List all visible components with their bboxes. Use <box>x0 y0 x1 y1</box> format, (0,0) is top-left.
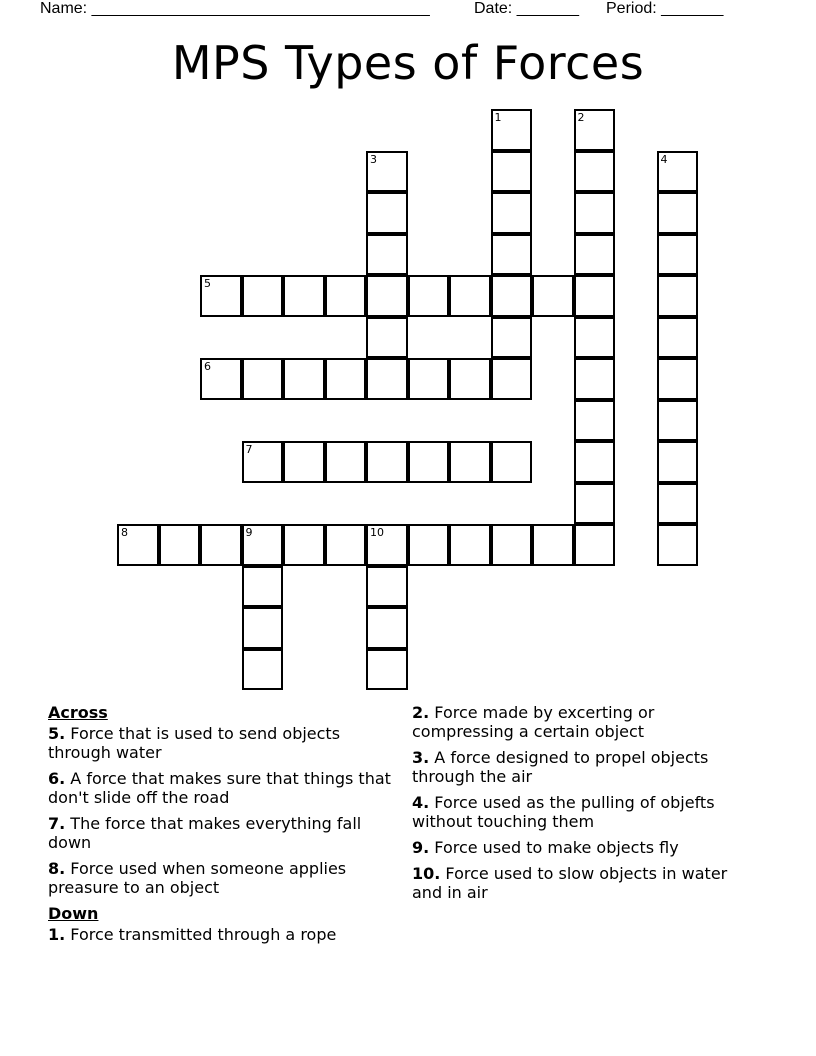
clue-number-label: 7 <box>245 443 253 456</box>
crossword-cell[interactable] <box>366 441 408 483</box>
clue-text: A force that makes sure that things that don't slide off the road <box>48 769 391 807</box>
crossword-cell[interactable] <box>491 317 533 359</box>
crossword-cell[interactable] <box>449 275 491 317</box>
crossword-cell[interactable] <box>491 358 533 400</box>
clues-right-column <box>412 703 732 909</box>
crossword-cell[interactable] <box>491 524 533 566</box>
crossword-cell[interactable] <box>574 483 616 525</box>
crossword-cell[interactable] <box>657 151 699 193</box>
clue-number-label: 4 <box>660 152 668 166</box>
clue-across-7 <box>48 814 393 852</box>
clue-text: Force used to make objects fly <box>429 838 679 857</box>
crossword-cell[interactable] <box>408 275 450 317</box>
clue-text: The force that makes everything fall down <box>48 814 362 852</box>
crossword-cell[interactable] <box>366 151 408 193</box>
crossword-cell[interactable] <box>574 400 616 442</box>
crossword-cell[interactable] <box>117 524 159 566</box>
clue-across-8 <box>48 859 393 897</box>
clue-text: Force that is used to send objects through water <box>48 724 341 762</box>
crossword-cell[interactable] <box>574 524 616 566</box>
crossword-cell[interactable] <box>366 275 408 317</box>
crossword-cell[interactable] <box>242 358 284 400</box>
crossword-cell[interactable] <box>242 275 284 317</box>
crossword-cell[interactable] <box>657 275 699 317</box>
clue-number-label: 3 <box>370 152 377 166</box>
clue-number: 4. <box>412 793 430 812</box>
crossword-cell[interactable] <box>449 524 491 566</box>
crossword-cell[interactable] <box>242 566 284 608</box>
crossword-cell[interactable] <box>657 524 699 566</box>
crossword-cell[interactable] <box>657 192 699 234</box>
clue-number: 8. <box>48 859 66 878</box>
clue-down-1 <box>48 925 393 944</box>
crossword-cell[interactable] <box>491 275 533 317</box>
clue-number: 2. <box>412 703 430 722</box>
crossword-cell[interactable] <box>366 192 408 234</box>
crossword-cell[interactable] <box>242 649 284 691</box>
clue-text: Force used when someone applies preasure to an object <box>48 859 347 897</box>
crossword-cell[interactable] <box>408 358 450 400</box>
crossword-cell[interactable] <box>325 441 367 483</box>
clue-number-label: 10 <box>370 526 384 539</box>
crossword-cell[interactable] <box>366 317 408 359</box>
crossword-cell[interactable] <box>408 441 450 483</box>
crossword-cell[interactable] <box>366 607 408 649</box>
crossword-cell[interactable] <box>366 524 408 566</box>
crossword-cell[interactable] <box>574 441 616 483</box>
clue-number: 10. <box>412 864 441 883</box>
clue-down-3 <box>412 748 732 786</box>
crossword-cell[interactable] <box>366 234 408 276</box>
crossword-cell[interactable] <box>242 441 284 483</box>
crossword-cell[interactable] <box>574 358 616 400</box>
crossword-cell[interactable] <box>325 358 367 400</box>
crossword-cell[interactable] <box>491 192 533 234</box>
crossword-cell[interactable] <box>366 566 408 608</box>
crossword-cell[interactable] <box>657 400 699 442</box>
clue-number: 3. <box>412 748 430 767</box>
name-field[interactable]: Name: ______________________________________ <box>40 0 430 17</box>
crossword-cell[interactable] <box>574 234 616 276</box>
clue-number: 1. <box>48 925 66 944</box>
clue-number: 6. <box>48 769 66 788</box>
crossword-cell[interactable] <box>325 275 367 317</box>
crossword-cell[interactable] <box>574 109 616 151</box>
crossword-cell[interactable] <box>408 524 450 566</box>
clue-text: Force used as the pulling of objefts without touching them <box>412 793 715 831</box>
clue-across-6 <box>48 769 393 807</box>
crossword-cell[interactable] <box>283 441 325 483</box>
clue-text: Force transmitted through a rope <box>65 925 337 944</box>
crossword-cell[interactable] <box>532 524 574 566</box>
clue-number-label: 6 <box>204 360 211 373</box>
crossword-cell[interactable] <box>532 275 574 317</box>
crossword-cell[interactable] <box>491 109 533 151</box>
crossword-cell[interactable] <box>657 317 699 359</box>
date-field[interactable]: Date: _______ <box>474 0 579 17</box>
crossword-cell[interactable] <box>574 275 616 317</box>
clue-down-9 <box>412 838 732 857</box>
crossword-cell[interactable] <box>200 524 242 566</box>
clue-number: 7. <box>48 814 66 833</box>
clue-text: Force used to slow objects in water and in air <box>412 864 728 902</box>
crossword-cell[interactable] <box>200 358 242 400</box>
clue-down-10 <box>412 864 732 902</box>
crossword-cell[interactable] <box>283 275 325 317</box>
clue-number-label: 5 <box>204 277 211 290</box>
clue-number: 9. <box>412 838 430 857</box>
crossword-cell[interactable] <box>574 151 616 193</box>
across-heading: Across <box>48 703 108 722</box>
page-title: MPS Types of Forces <box>171 36 645 90</box>
clue-down-2 <box>412 703 732 741</box>
crossword-cell[interactable] <box>657 483 699 525</box>
crossword-cell[interactable] <box>657 234 699 276</box>
clue-text: A force designed to propel objects through the air <box>412 748 709 786</box>
crossword-cell[interactable] <box>200 275 242 317</box>
crossword-cell[interactable] <box>657 358 699 400</box>
crossword-cell[interactable] <box>449 358 491 400</box>
clue-number-label: 1 <box>494 111 502 124</box>
crossword-cell[interactable] <box>242 607 284 649</box>
clue-down-4 <box>412 793 732 831</box>
crossword-cell[interactable] <box>574 192 616 234</box>
crossword-cell[interactable] <box>449 441 491 483</box>
crossword-cell[interactable] <box>366 649 408 691</box>
crossword-cell[interactable] <box>366 358 408 400</box>
clue-across-5 <box>48 724 393 762</box>
crossword-cell[interactable] <box>657 441 699 483</box>
crossword-cell[interactable] <box>491 441 533 483</box>
down-heading: Down <box>48 904 99 923</box>
crossword-cell[interactable] <box>491 234 533 276</box>
clue-text: Force made by excerting or compressing a certain object <box>412 703 655 741</box>
crossword-cell[interactable] <box>159 524 201 566</box>
clue-number-label: 9 <box>245 526 253 539</box>
crossword-cell[interactable] <box>283 524 325 566</box>
clue-number-label: 8 <box>121 526 128 539</box>
crossword-cell[interactable] <box>242 524 284 566</box>
period-field[interactable]: Period: _______ <box>606 0 724 17</box>
crossword-cell[interactable] <box>283 358 325 400</box>
crossword-cell[interactable] <box>574 317 616 359</box>
clue-number-label: 2 <box>577 111 585 124</box>
clues-left-column <box>48 703 393 951</box>
crossword-cell[interactable] <box>325 524 367 566</box>
clue-number: 5. <box>48 724 66 743</box>
crossword-cell[interactable] <box>491 151 533 193</box>
